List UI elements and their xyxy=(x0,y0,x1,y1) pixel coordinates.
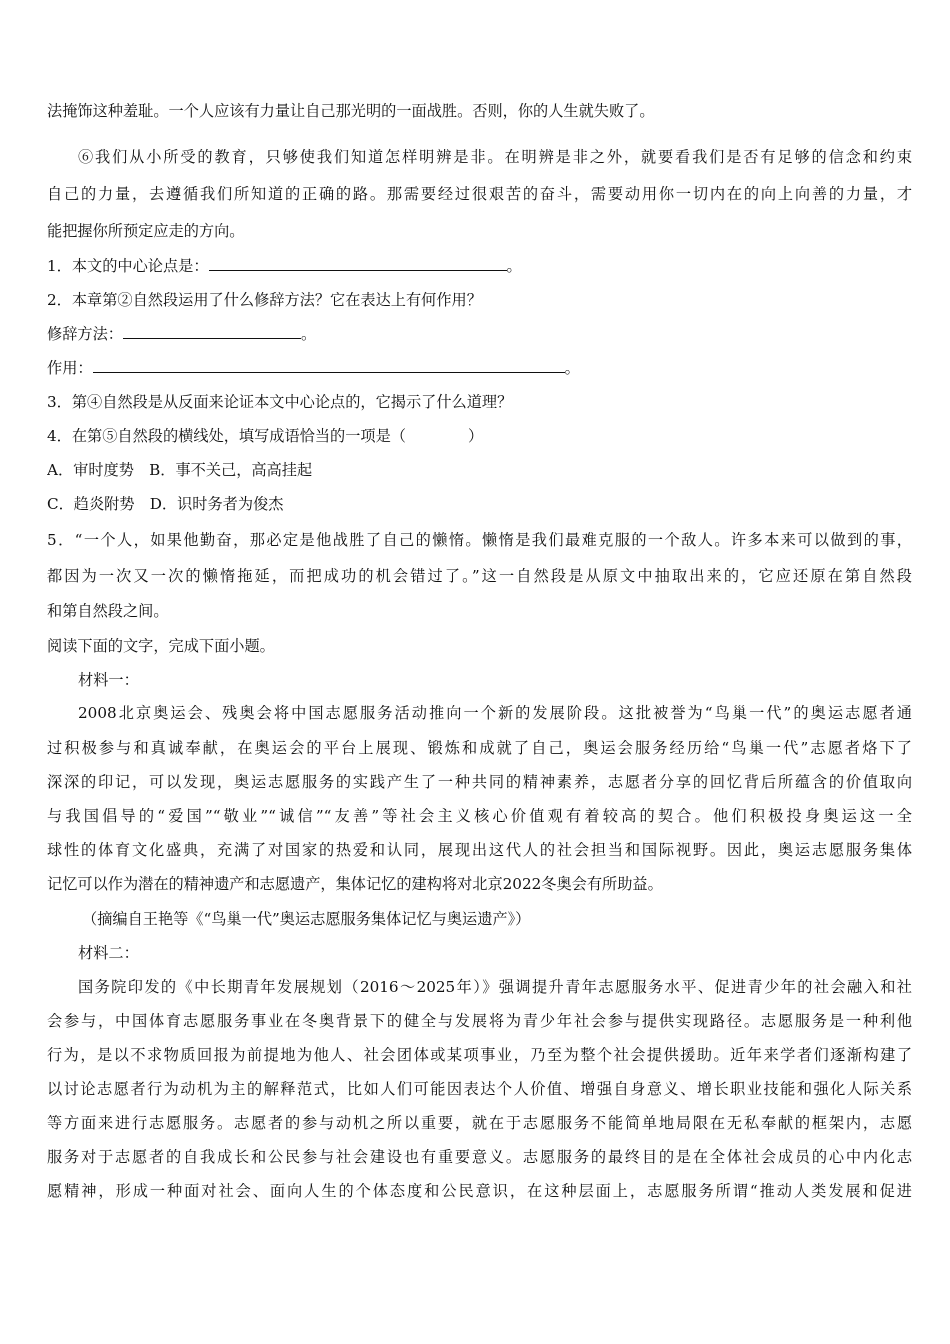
paragraph-6-line-2: 自己的力量，去遵循我们所知道的正确的路。那需要经过很艰苦的奋斗，需要动用你一切内在的向上向善的力量，才 xyxy=(47,185,912,203)
question-5-line-3: 和第自然段之间。 xyxy=(47,602,169,620)
material-2-line-3: 行为，是以不求物质回报为前提地为他人、社会团体或某项事业，乃至为整个社会提供援助。近年来学者们逐渐构建了 xyxy=(47,1046,912,1064)
question-2-effect: 作用： 。 xyxy=(47,359,580,377)
reading-intro: 阅读下面的文字，完成下面小题。 xyxy=(47,637,275,655)
question-5-line-2: 都因为一次又一次的懒惰拖延，而把成功的机会错过了。”这一自然段是从原文中抽取出来的，它应还原在第自然段 xyxy=(47,567,912,585)
question-4: 4．在第⑤自然段的横线处，填写成语恰当的一项是（ ） xyxy=(47,427,484,445)
question-2-method: 修辞方法： 。 xyxy=(47,325,317,343)
material-1-source: （摘编自王艳等《“鸟巢一代”奥运志愿服务集体记忆与奥运遗产》） xyxy=(82,910,531,928)
question-2: 2．本章第②自然段运用了什么修辞方法？它在表达上有何作用？ xyxy=(47,291,482,309)
question-1-text: 1．本文的中心论点是： xyxy=(47,257,209,275)
question-4-options-cd: C．趋炎附势 D．识时务者为俊杰 xyxy=(47,495,284,513)
paragraph-6-line-1: ⑥我们从小所受的教育，只够使我们知道怎样明辨是非。在明辨是非之外，就要看我们是否有足够的信念和约束 xyxy=(78,148,912,166)
question-1: 1．本文的中心论点是： 。 xyxy=(47,257,522,275)
material-2-line-1: 国务院印发的《中长期青年发展规划（2016～2025年）》强调提升青年志愿服务水平、促进青少年的社会融入和社 xyxy=(78,978,912,996)
answer-blank[interactable] xyxy=(123,324,301,339)
material-1-line-5: 球性的体育文化盛典，充满了对国家的热爱和认同，展现出这代人的社会担当和国际视野。因此，奥运志愿服务集体 xyxy=(47,841,912,859)
paragraph-6-line-3: 能把握你所预定应走的方向。 xyxy=(47,222,245,240)
material-1-label: 材料一： xyxy=(78,671,139,689)
question-5-line-1: 5．“一个人，如果他勤奋，那必定是他战胜了自己的懒惰。懒惰是我们最难克服的一个敌人。许多本来可以做到的事， xyxy=(47,531,912,549)
material-1-line-4: 与我国倡导的“爱国”“敬业”“诚信”“友善”等社会主义核心价值观有着较高的契合。他们积极投身奥运这一全 xyxy=(47,807,912,825)
material-2-label: 材料二： xyxy=(78,944,139,962)
material-1-line-1: 2008北京奥运会、残奥会将中国志愿服务活动推向一个新的发展阶段。这批被誉为“鸟巢一代”的奥运志愿者通 xyxy=(78,704,912,722)
material-2-line-2: 会参与，中国体育志愿服务事业在冬奥背景下的健全与发展将为青少年社会参与提供实现路径。志愿服务是一种利他 xyxy=(47,1012,912,1030)
question-3: 3．第④自然段是从反面来论证本文中心论点的，它揭示了什么道理？ xyxy=(47,393,513,411)
material-1-line-6: 记忆可以作为潜在的精神遗产和志愿遗产，集体记忆的建构将对北京2022冬奥会有所助益。 xyxy=(47,875,663,893)
material-2-line-6: 服务对于志愿者的自我成长和公民参与社会建设也有重要意义。志愿服务的最终目的是在全体社会成员的心中内化志 xyxy=(47,1148,912,1166)
material-1-line-3: 深深的印记，可以发现，奥运志愿服务的实践产生了一种共同的精神素养，志愿者分享的回忆背后所蕴含的价值取向 xyxy=(47,773,912,791)
answer-blank[interactable] xyxy=(93,358,565,373)
material-1-line-2: 过积极参与和真诚奉献，在奥运会的平台上展现、锻炼和成就了自己，奥运会服务经历给“鸟巢一代”志愿者烙下了 xyxy=(47,739,912,757)
question-4-options-ab: A．审时度势 B．事不关己，高高挂起 xyxy=(47,461,313,479)
paragraph-5-end: 法掩饰这种羞耻。一个人应该有力量让自己那光明的一面战胜。否则，你的人生就失败了。 xyxy=(47,102,655,120)
material-2-line-4: 以讨论志愿者行为动机为主的解释范式，比如人们可能因表达个人价值、增强自身意义、增长职业技能和强化人际关系 xyxy=(47,1080,912,1098)
material-2-line-7: 愿精神，形成一种面对社会、面向人生的个体态度和公民意识，在这种层面上，志愿服务所谓“推动人类发展和促进 xyxy=(47,1182,912,1200)
material-2-line-5: 等方面来进行志愿服务。志愿者的参与动机之所以重要，就在于志愿服务不能简单地局限在无私奉献的框架内，志愿 xyxy=(47,1114,912,1132)
answer-blank[interactable] xyxy=(209,256,507,271)
